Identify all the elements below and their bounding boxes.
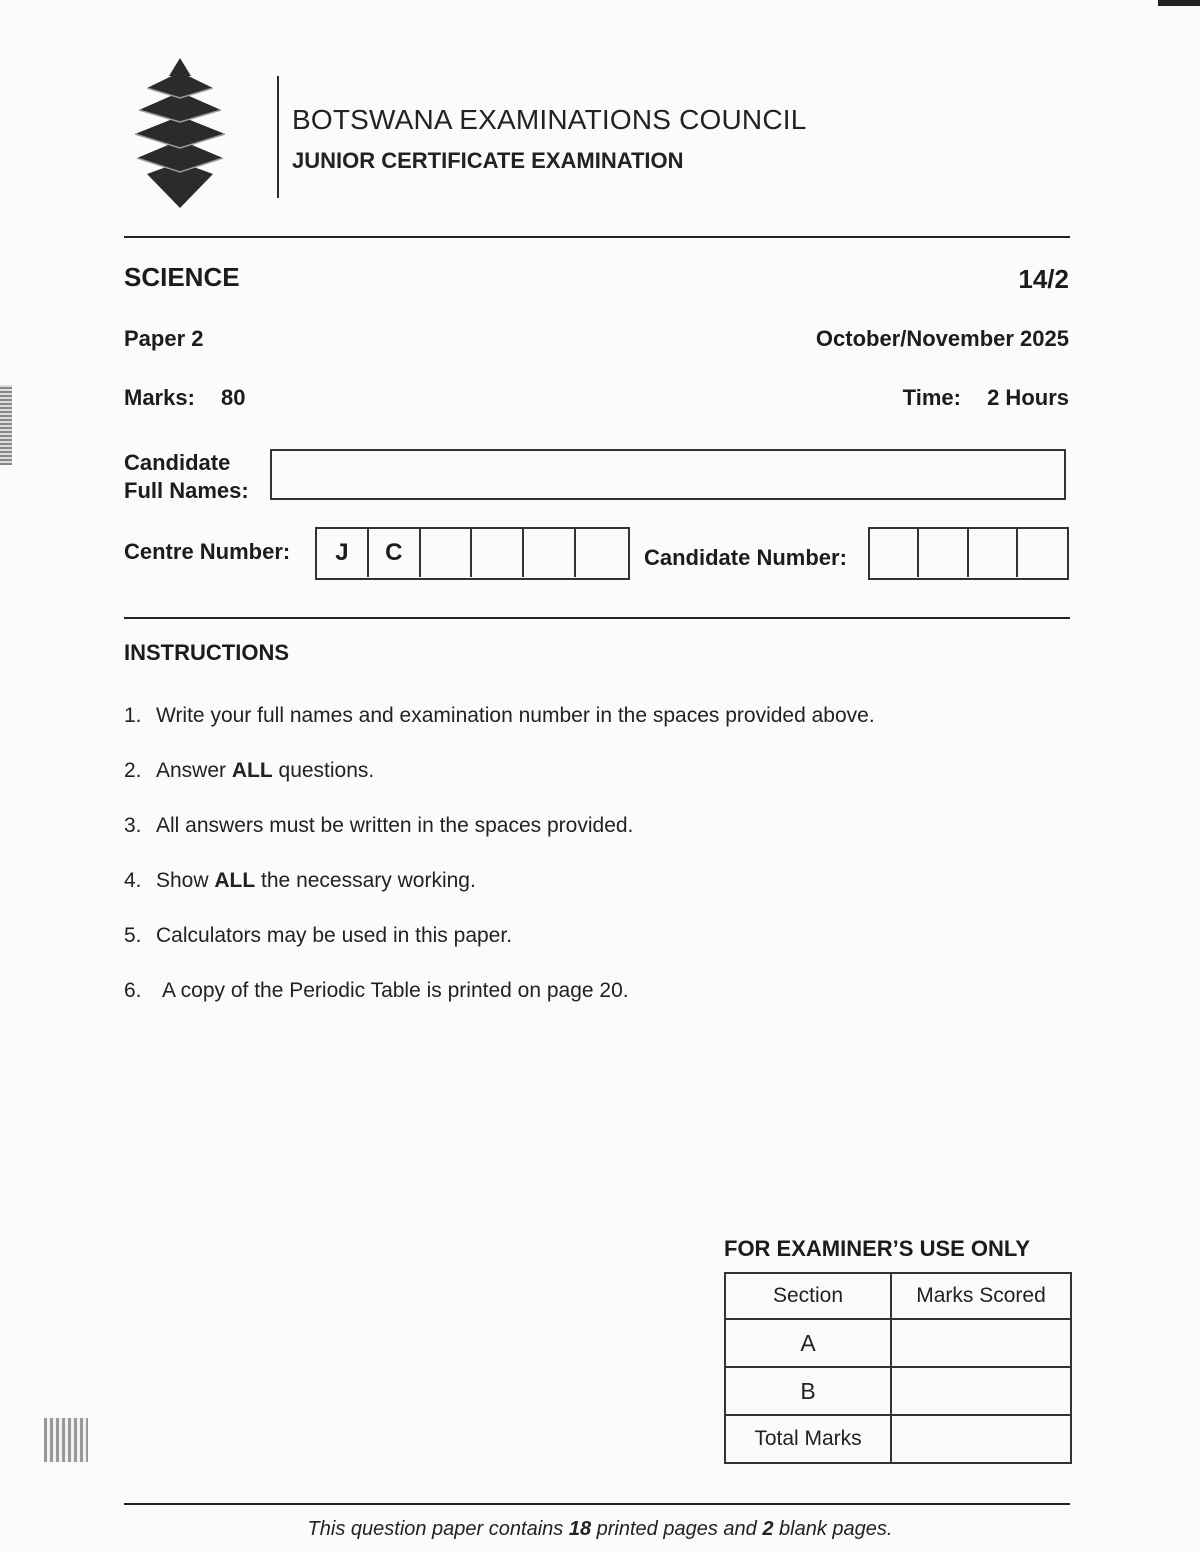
instruction-text-end: questions.: [272, 759, 375, 782]
marks-label: Marks:: [124, 385, 195, 410]
instruction-text-end: the necessary working.: [255, 869, 476, 892]
footer-text-mid: printed pages and: [591, 1518, 763, 1540]
table-row: [725, 1319, 1071, 1367]
table-row: [725, 1415, 1071, 1463]
footer-text-end: blank pages.: [773, 1518, 893, 1540]
centre-number-cell[interactable]: [524, 529, 576, 577]
centre-number-cell[interactable]: [421, 529, 473, 577]
instruction-item: [124, 759, 374, 783]
centre-number-cell[interactable]: [472, 529, 524, 577]
table-row: [725, 1367, 1071, 1415]
instruction-text: Calculators may be used in this paper.: [156, 924, 513, 947]
scan-corner-mark: [1158, 0, 1200, 6]
instruction-item: [124, 924, 512, 948]
bec-logo-icon: [125, 58, 235, 208]
instruction-number: 4.: [124, 869, 142, 892]
bottom-rule: [124, 1503, 1070, 1505]
footer-text: This question paper contains: [307, 1518, 569, 1540]
instruction-number: 1.: [124, 704, 142, 727]
table-header-marks: Marks Scored: [891, 1273, 1071, 1319]
time-info: [903, 385, 1069, 411]
examiner-marks-table: [724, 1272, 1072, 1464]
marks-cell[interactable]: [891, 1367, 1071, 1415]
qr-code-icon: [44, 1418, 88, 1462]
table-header-section: Section: [725, 1273, 891, 1319]
centre-number-cell[interactable]: [576, 529, 628, 577]
candidate-number-cell[interactable]: [1018, 529, 1067, 577]
paper-code: 14/2: [1018, 264, 1069, 294]
marks-info: [124, 385, 246, 411]
full-names-label-line2: Full Names:: [124, 478, 249, 503]
instruction-text: A copy of the Periodic Table is printed on page 20.: [162, 979, 629, 1002]
council-name: BOTSWANA EXAMINATIONS COUNCIL: [292, 104, 807, 135]
instruction-number: 5.: [124, 924, 142, 947]
instruction-number: 3.: [124, 814, 142, 837]
paper-label: Paper 2: [124, 326, 204, 351]
exam-name: JUNIOR CERTIFICATE EXAMINATION: [292, 148, 684, 173]
time-label: Time:: [902, 385, 961, 410]
instruction-number: 2.: [124, 759, 142, 782]
printed-pages-count: 18: [568, 1518, 592, 1540]
examiner-use-title: FOR EXAMINER’S USE ONLY: [724, 1236, 1031, 1261]
full-names-label-line1: Candidate: [124, 450, 231, 475]
instruction-item: [124, 869, 476, 893]
marks-value: 80: [221, 385, 246, 410]
instruction-emphasis: ALL: [231, 759, 273, 782]
section-cell: Total Marks: [725, 1415, 891, 1463]
candidate-number-cell[interactable]: [969, 529, 1018, 577]
full-names-field[interactable]: [270, 449, 1066, 500]
blank-pages-count: 2: [762, 1518, 774, 1540]
candidate-number-cell[interactable]: [870, 529, 919, 577]
centre-number-label: Centre Number:: [124, 539, 291, 564]
top-rule: [124, 236, 1070, 238]
marks-cell[interactable]: [891, 1415, 1071, 1463]
scan-margin-mark: [0, 385, 12, 465]
centre-number-cell[interactable]: C: [369, 529, 421, 577]
marks-cell[interactable]: [891, 1319, 1071, 1367]
centre-number-cell[interactable]: J: [317, 529, 369, 577]
instruction-text: Show: [156, 869, 215, 892]
instruction-item: [124, 704, 875, 728]
mid-rule: [124, 617, 1070, 619]
section-cell: A: [725, 1319, 891, 1367]
full-names-label: [124, 449, 249, 505]
instruction-emphasis: ALL: [214, 869, 256, 892]
instruction-text: Write your full names and examination number in the spaces provided above.: [156, 704, 875, 727]
instruction-number: 6.: [124, 979, 142, 1002]
instructions-title: INSTRUCTIONS: [124, 640, 289, 665]
instruction-item: [124, 814, 633, 838]
section-cell: B: [725, 1367, 891, 1415]
candidate-number-label: Candidate Number:: [644, 545, 847, 570]
footer-note: [0, 1518, 1200, 1541]
instruction-text: Answer: [156, 759, 232, 782]
time-value: 2 Hours: [987, 385, 1069, 410]
candidate-number-boxes[interactable]: [868, 527, 1069, 580]
candidate-number-cell[interactable]: [919, 529, 968, 577]
header-divider: [277, 76, 279, 198]
exam-session: October/November 2025: [815, 326, 1069, 351]
instruction-item: [124, 979, 629, 1003]
instruction-text: All answers must be written in the spaces provided.: [156, 814, 634, 837]
centre-number-boxes[interactable]: [315, 527, 630, 580]
subject-title: SCIENCE: [124, 262, 240, 292]
